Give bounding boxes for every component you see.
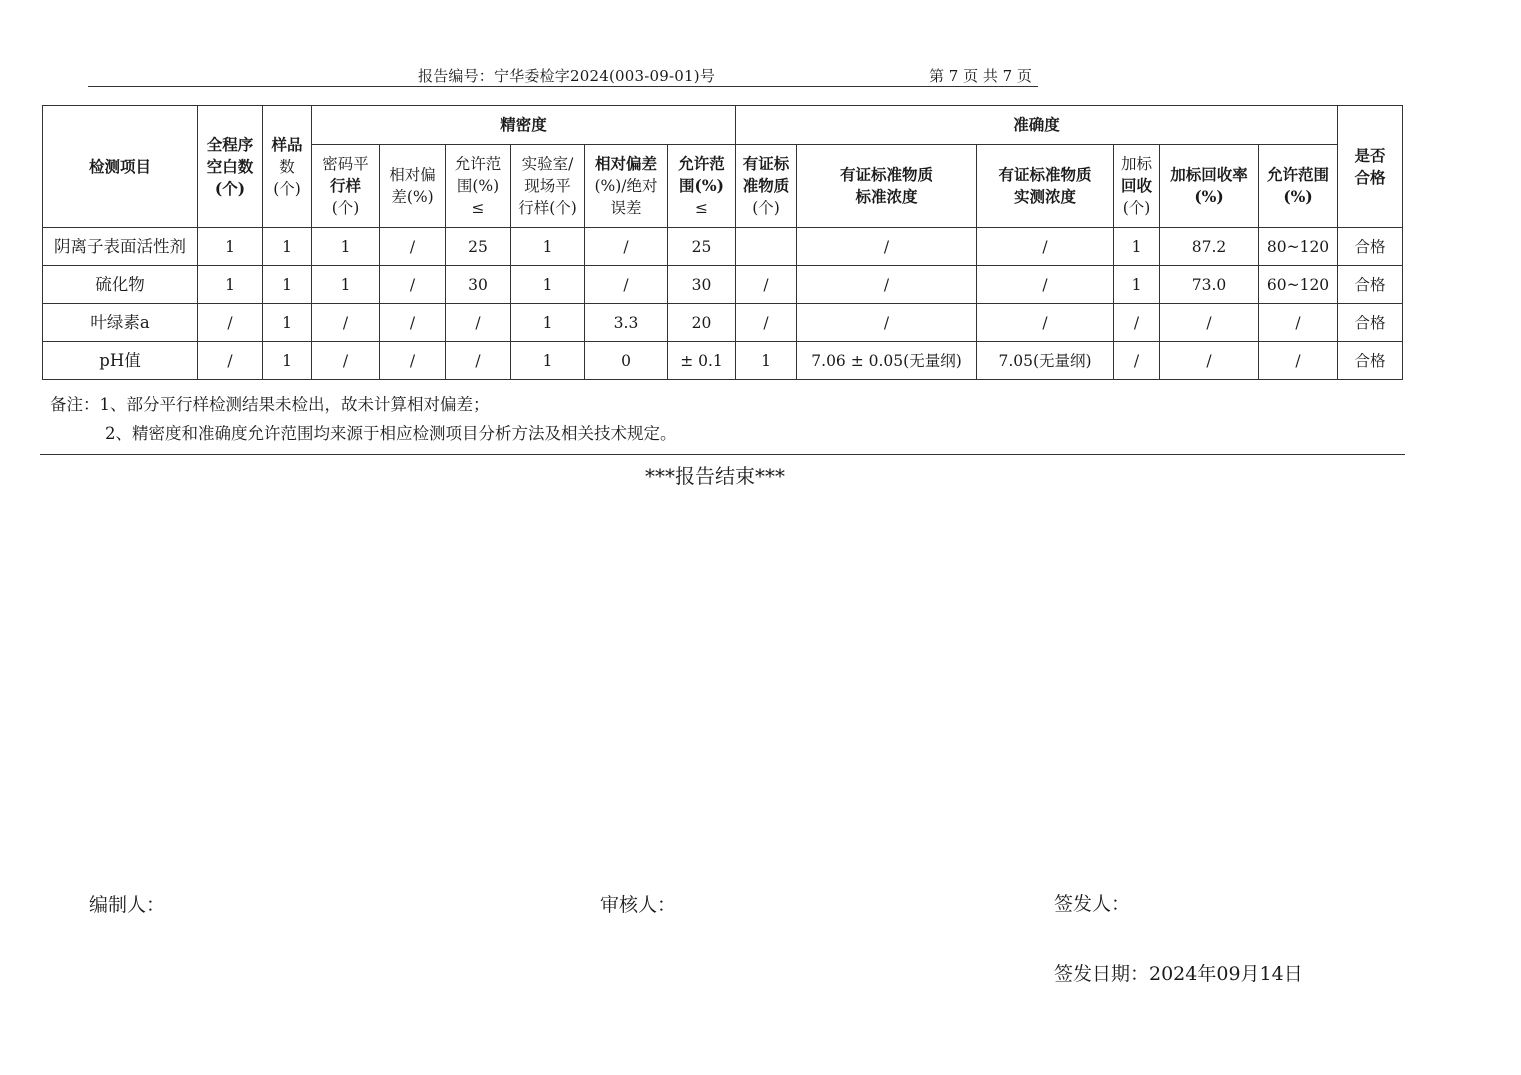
- header-accuracy: 准确度: [736, 106, 1338, 145]
- row-item-name: 硫化物: [43, 266, 198, 304]
- table-cell: /: [1259, 304, 1338, 342]
- reviewer-label: 审核人：: [600, 894, 677, 916]
- table-cell: 1: [312, 266, 380, 304]
- table-cell: 1: [263, 304, 312, 342]
- table-cell: 1: [511, 266, 585, 304]
- row-item-name: pH值: [43, 342, 198, 380]
- table-cell: 0: [585, 342, 668, 380]
- table-row: [43, 266, 1403, 304]
- row-item-name: 阴离子表面活性剂: [43, 228, 198, 266]
- table-row: [43, 228, 1403, 266]
- table-cell: /: [977, 304, 1114, 342]
- table-cell: /: [198, 342, 263, 380]
- table-cell: 1: [736, 342, 797, 380]
- header-allowed-range-1: 允许范 围(%) ≤: [446, 145, 511, 228]
- quality-control-table: [42, 105, 1403, 380]
- table-cell: /: [797, 266, 977, 304]
- header-rel-abs-error: 相对偏差 (%)/绝对 误差: [585, 145, 668, 228]
- table-cell: 1: [1114, 228, 1160, 266]
- table-cell: 25: [446, 228, 511, 266]
- table-cell: 20: [668, 304, 736, 342]
- table-cell: /: [380, 304, 446, 342]
- table-cell: 1: [263, 228, 312, 266]
- table-cell: 1: [511, 304, 585, 342]
- report-end: ***报告结束***: [645, 464, 785, 488]
- compiler-label: 编制人：: [89, 894, 166, 916]
- report-header: [88, 64, 1038, 87]
- header-lab-field-parallel: 实验室/ 现场平 行样(个): [511, 145, 585, 228]
- table-cell: /: [198, 304, 263, 342]
- header-row-top: [43, 106, 1403, 145]
- header-allowed-range-2: 允许范 围(%) ≤: [668, 145, 736, 228]
- table-cell: 7.05(无量纲): [977, 342, 1114, 380]
- header-sample-count: 样品 数 (个): [263, 106, 312, 228]
- report-number: 报告编号：宁华委检字2024(003-09-01)号: [418, 67, 716, 85]
- table-cell: /: [797, 304, 977, 342]
- table-cell: ± 0.1: [668, 342, 736, 380]
- header-crm-measured-conc: 有证标准物质 实测浓度: [977, 145, 1114, 228]
- table-cell: 1: [198, 266, 263, 304]
- table-cell: /: [977, 266, 1114, 304]
- table-row: [43, 342, 1403, 380]
- table-cell: /: [585, 228, 668, 266]
- table-cell: 合格: [1338, 266, 1403, 304]
- table-cell: /: [977, 228, 1114, 266]
- header-spike-recovery: 加标回收率 (%): [1160, 145, 1259, 228]
- table-cell: 1: [511, 342, 585, 380]
- remark-1: 备注：1、部分平行样检测结果未检出，故未计算相对偏差；: [50, 395, 490, 414]
- table-cell: [736, 228, 797, 266]
- table-cell: 合格: [1338, 342, 1403, 380]
- table-cell: 1: [263, 342, 312, 380]
- table-cell: /: [446, 342, 511, 380]
- table-cell: /: [1114, 304, 1160, 342]
- table-cell: /: [380, 342, 446, 380]
- table-cell: /: [1160, 342, 1259, 380]
- table-cell: /: [585, 266, 668, 304]
- table-cell: /: [312, 304, 380, 342]
- page-number: 第 7 页 共 7 页: [929, 67, 1032, 85]
- table-cell: /: [380, 266, 446, 304]
- table-cell: /: [1160, 304, 1259, 342]
- header-qualified: 是否 合格: [1338, 106, 1403, 228]
- table-cell: 3.3: [585, 304, 668, 342]
- table-cell: /: [736, 266, 797, 304]
- table-cell: 7.06 ± 0.05(无量纲): [797, 342, 977, 380]
- table-cell: /: [380, 228, 446, 266]
- issue-date: 签发日期：2024年09月14日: [1054, 963, 1303, 985]
- table-cell: 合格: [1338, 228, 1403, 266]
- remark-2: 2、精密度和准确度允许范围均来源于相应检测项目分析方法及相关技术规定。: [105, 424, 677, 443]
- table-cell: 1: [198, 228, 263, 266]
- table-cell: /: [1114, 342, 1160, 380]
- table-cell: /: [446, 304, 511, 342]
- table-cell: 1: [511, 228, 585, 266]
- header-spike-count: 加标 回收 (个): [1114, 145, 1160, 228]
- table-cell: 1: [263, 266, 312, 304]
- header-allowed-range-3: 允许范围 (%): [1259, 145, 1338, 228]
- header-crm-count: 有证标 准物质 (个): [736, 145, 797, 228]
- table-cell: /: [736, 304, 797, 342]
- table-cell: /: [797, 228, 977, 266]
- table-cell: 80~120: [1259, 228, 1338, 266]
- divider: [40, 454, 1405, 455]
- issuer-label: 签发人：: [1054, 893, 1131, 915]
- remarks: [50, 390, 677, 448]
- header-blind-parallel: 密码平 行样 (个): [312, 145, 380, 228]
- table-cell: 25: [668, 228, 736, 266]
- header-relative-deviation: 相对偏 差(%): [380, 145, 446, 228]
- table-cell: 1: [312, 228, 380, 266]
- header-blank-count: 全程序 空白数 (个): [198, 106, 263, 228]
- table-cell: 1: [1114, 266, 1160, 304]
- header-item: 检测项目: [43, 106, 198, 228]
- table-cell: 30: [446, 266, 511, 304]
- header-crm-standard-conc: 有证标准物质 标准浓度: [797, 145, 977, 228]
- row-item-name: 叶绿素a: [43, 304, 198, 342]
- table-cell: 87.2: [1160, 228, 1259, 266]
- table-body: [43, 228, 1403, 380]
- table-cell: 60~120: [1259, 266, 1338, 304]
- table-cell: /: [1259, 342, 1338, 380]
- table-cell: 30: [668, 266, 736, 304]
- table-cell: /: [312, 342, 380, 380]
- table-cell: 合格: [1338, 304, 1403, 342]
- header-precision: 精密度: [312, 106, 736, 145]
- table-cell: 73.0: [1160, 266, 1259, 304]
- table-row: [43, 304, 1403, 342]
